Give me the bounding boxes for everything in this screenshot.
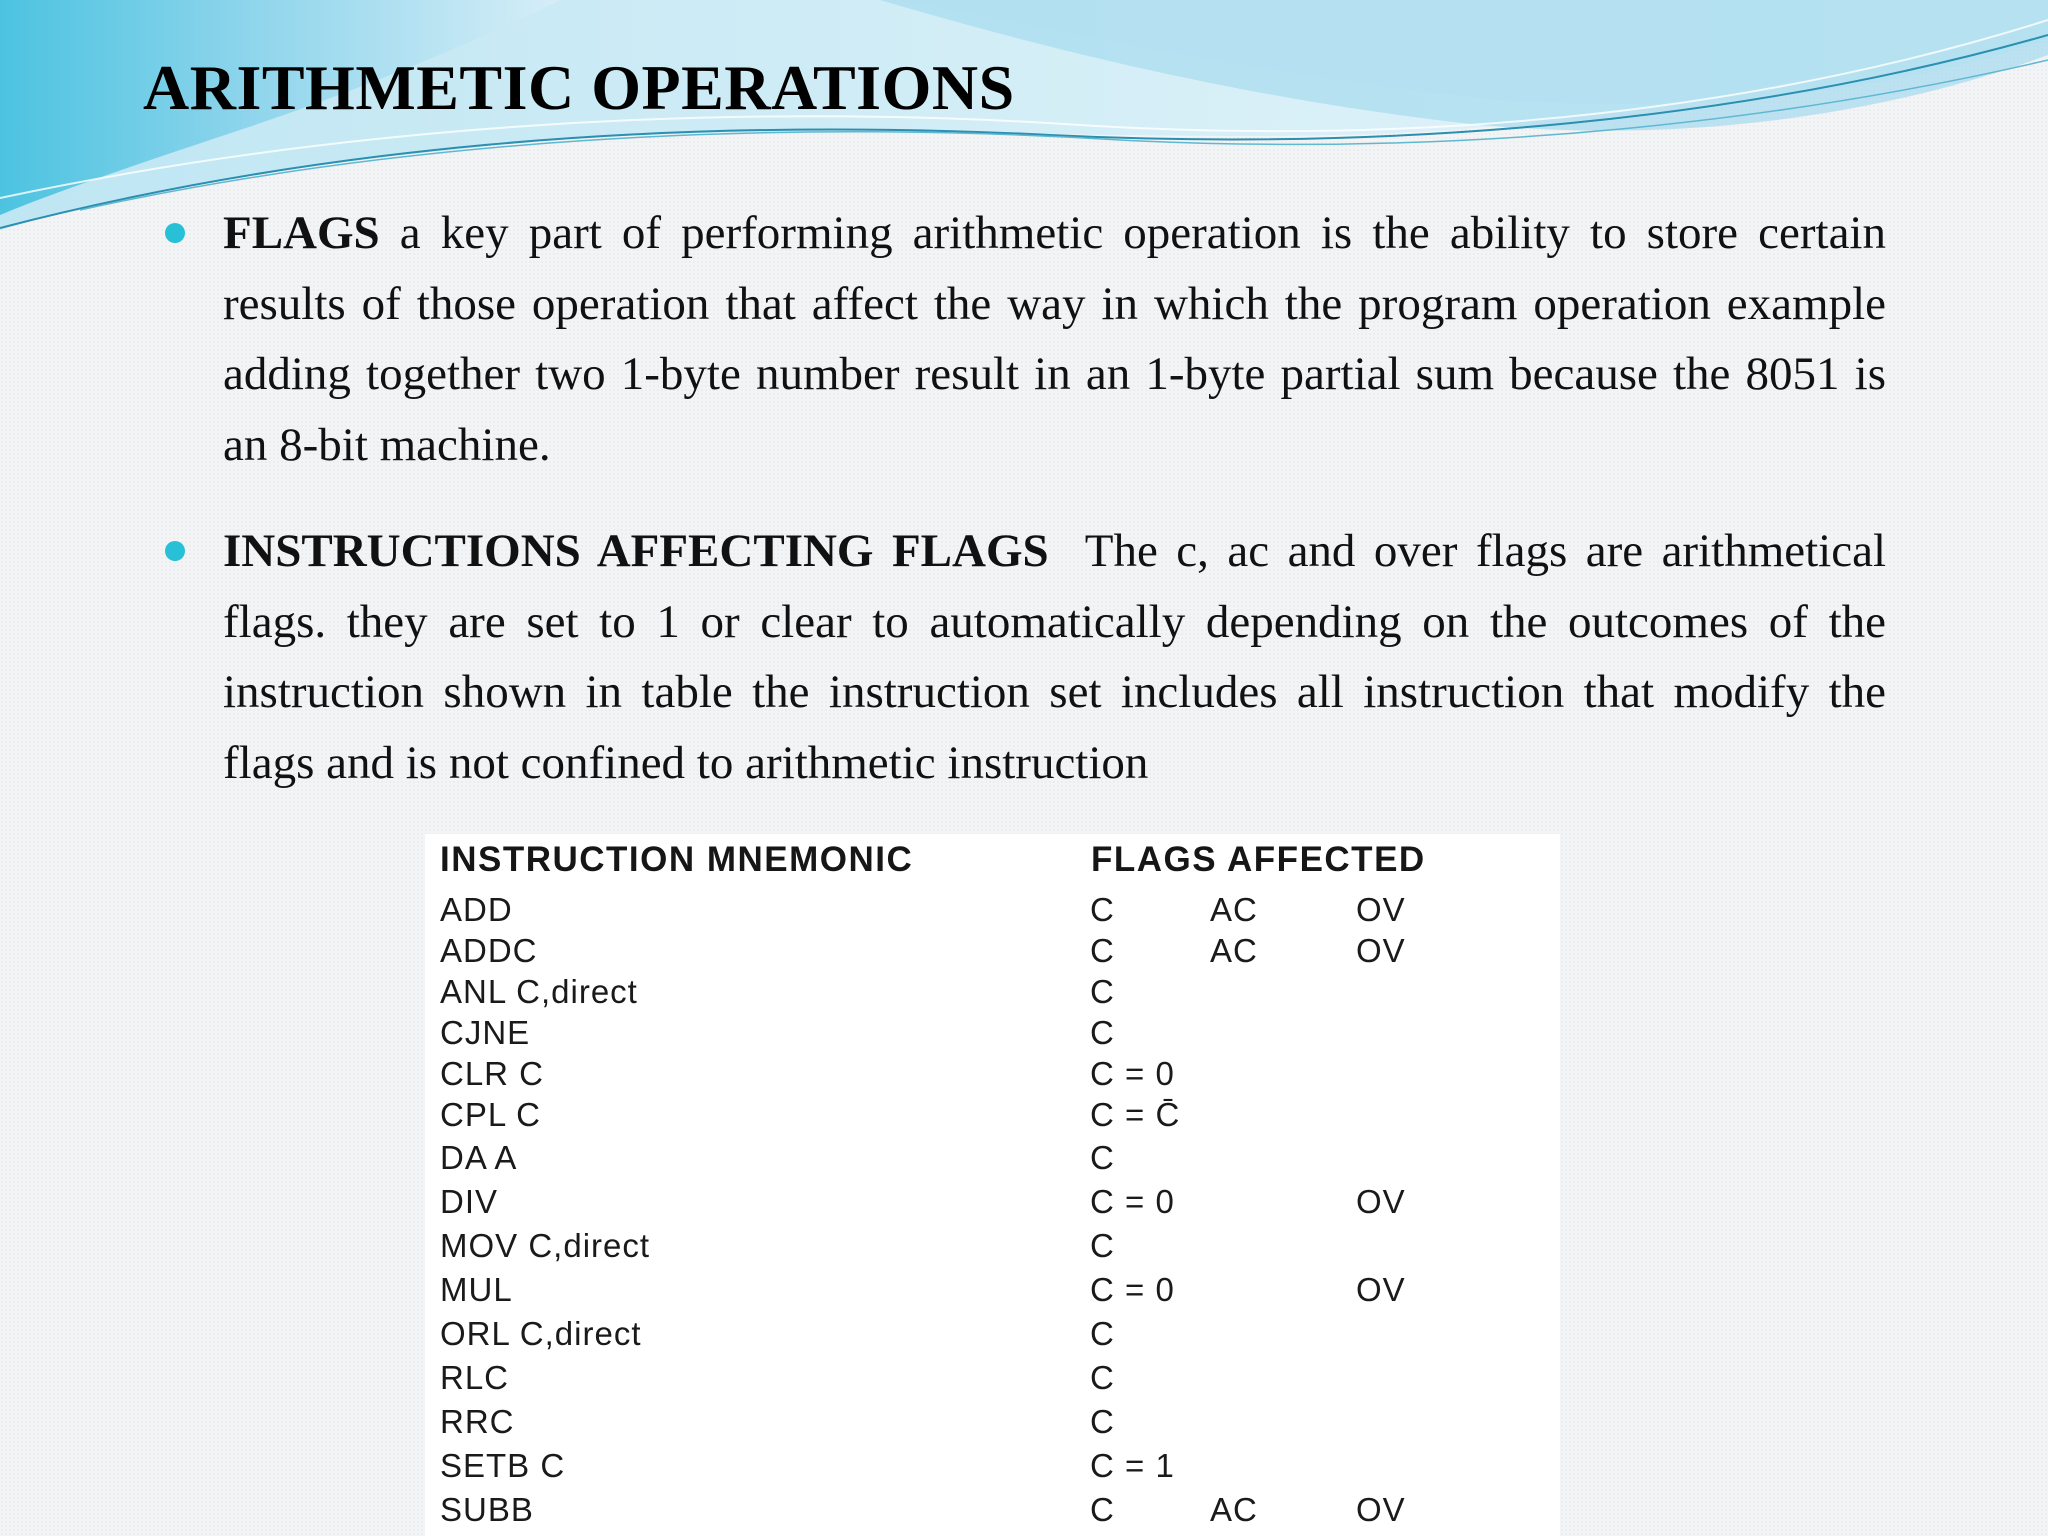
- bullet-dot-icon: [165, 541, 185, 561]
- cell-flag-c: C: [1090, 1403, 1115, 1440]
- cell-flag-c: C: [1090, 891, 1115, 928]
- table-row: [425, 1356, 1560, 1400]
- table-row: [425, 1136, 1560, 1180]
- bullet-text: The c, ac and over flags are arithmetical flags. they are set to 1 or clear to automatically depending on the outcomes of the instruction shown in table the instruction set includes all instruction that modify the flags and is not confined to arithmetic instruction: [223, 525, 1898, 789]
- cell-flag-ov: OV: [1356, 1271, 1406, 1308]
- bullet-heading: FLAGS: [223, 207, 380, 259]
- cell-mnemonic: ADD: [440, 891, 513, 928]
- table-row: [425, 1224, 1560, 1268]
- table-row: [425, 1268, 1560, 1312]
- cell-flag-c: C: [1090, 1139, 1115, 1176]
- bullet-instructions-affecting-flags: [223, 516, 1898, 798]
- cell-mnemonic: RRC: [440, 1403, 515, 1440]
- cell-mnemonic: ORL C,direct: [440, 1315, 642, 1352]
- cell-flag-c: C = 0: [1090, 1183, 1175, 1220]
- cell-mnemonic: RLC: [440, 1359, 510, 1396]
- cell-mnemonic: MUL: [440, 1271, 513, 1308]
- cell-mnemonic: ADDC: [440, 932, 538, 969]
- cell-flag-ac: AC: [1210, 891, 1258, 928]
- cell-flag-ov: OV: [1356, 932, 1406, 969]
- cell-flag-c: C: [1090, 1359, 1115, 1396]
- table-row: [425, 1011, 1560, 1055]
- table-row: [425, 1400, 1560, 1444]
- table-row: [425, 1180, 1560, 1224]
- table-row: [425, 1444, 1560, 1488]
- cell-flag-c: C = C̄: [1090, 1096, 1181, 1133]
- cell-flag-ac: AC: [1210, 932, 1258, 969]
- cell-flag-c: C: [1090, 932, 1115, 969]
- cell-mnemonic: SETB C: [440, 1447, 566, 1484]
- cell-flag-ov: OV: [1356, 1491, 1406, 1528]
- table-row: [425, 970, 1560, 1014]
- column-header-mnemonic: INSTRUCTION MNEMONIC: [440, 840, 914, 879]
- bullet-dot-icon: [165, 223, 185, 243]
- cell-flag-ov: OV: [1356, 1183, 1406, 1220]
- cell-flag-c: C: [1090, 1014, 1115, 1051]
- table-row: [425, 1488, 1560, 1532]
- cell-flag-c: C: [1090, 1315, 1115, 1352]
- cell-flag-ov: OV: [1356, 891, 1406, 928]
- slide-title: ARITHMETIC OPERATIONS: [143, 52, 1015, 123]
- column-header-flags: FLAGS AFFECTED: [1091, 840, 1426, 879]
- bullet-text: a key part of performing arithmetic operation is the ability to store certain results of those operation that affect the way in which the program operation example adding together two 1-byte number result in an 1-byte partial sum because the 8051 is an 8-bit machine.: [223, 207, 1886, 471]
- bullet-flags: [223, 198, 1886, 480]
- cell-flag-c: C: [1090, 1227, 1115, 1264]
- cell-flag-c: C: [1090, 973, 1115, 1010]
- cell-flag-c: C = 0: [1090, 1055, 1175, 1092]
- table-row: [425, 1312, 1560, 1356]
- cell-flag-c: C: [1090, 1491, 1115, 1528]
- cell-mnemonic: CPL C: [440, 1096, 541, 1133]
- cell-mnemonic: DIV: [440, 1183, 499, 1220]
- cell-mnemonic: DA A: [440, 1139, 518, 1176]
- cell-mnemonic: CLR C: [440, 1055, 545, 1092]
- bullet-heading: INSTRUCTIONS AFFECTING FLAGS: [223, 525, 1049, 577]
- cell-flag-ac: AC: [1210, 1491, 1258, 1528]
- cell-mnemonic: ANL C,direct: [440, 973, 638, 1010]
- cell-mnemonic: SUBB: [440, 1491, 534, 1528]
- cell-flag-c: C = 1: [1090, 1447, 1175, 1484]
- table-row: [425, 1052, 1560, 1096]
- cell-mnemonic: MOV C,direct: [440, 1227, 651, 1264]
- table-row: [425, 929, 1560, 973]
- cell-mnemonic: CJNE: [440, 1014, 531, 1051]
- cell-flag-c: C = 0: [1090, 1271, 1175, 1308]
- table-row: [425, 888, 1560, 932]
- table-row: [425, 1093, 1560, 1137]
- flags-affected-table: [425, 834, 1560, 1536]
